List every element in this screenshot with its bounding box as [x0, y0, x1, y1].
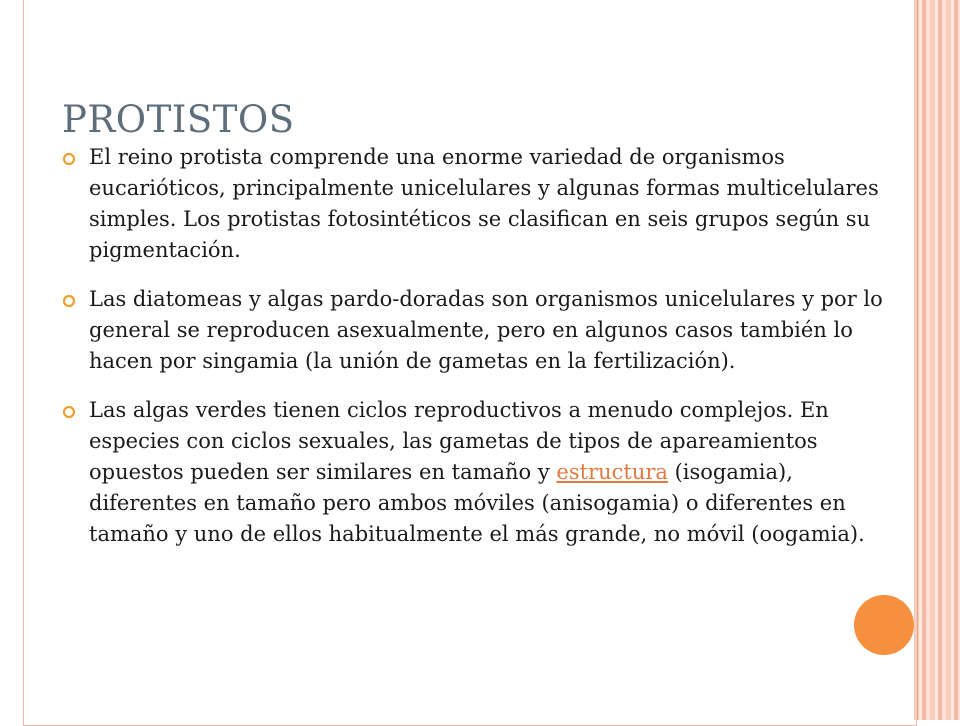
- slide-content: [62, 142, 892, 568]
- bullet-item-2: [62, 284, 892, 377]
- slide-title: PROTISTOS: [62, 98, 295, 141]
- bullet-item-3: [62, 395, 892, 550]
- bullet-text-after-link: (isogamia), diferentes en tamaño pero ambos móviles (anisogamia) o diferentes en tamaño y uno de ellos habitualmente el más grande, no móvil (oogamia).: [89, 460, 865, 546]
- bullet-text-before-link: Las algas verdes tienen ciclos reproductivos a menudo complejos. En especies con ciclos sexuales, las gametas de tipos de apareamientos opuestos pueden ser similares en tamaño y: [89, 398, 829, 484]
- bullet-ring-icon: [62, 152, 76, 166]
- estructura-link[interactable]: estructura: [556, 460, 668, 484]
- accent-circle: [854, 595, 914, 655]
- bullet-text: Las diatomeas y algas pardo-doradas son organismos unicelulares y por lo general se reproducen asexualmente, pero en algunos casos también lo hacen por singamia (la unión de gametas en la fertilización).: [89, 287, 883, 373]
- decorative-stripes: [914, 0, 960, 720]
- bullet-item-1: [62, 142, 892, 266]
- bullet-ring-icon: [62, 294, 76, 308]
- bullet-text: El reino protista comprende una enorme variedad de organismos eucarióticos, principalmente unicelulares y algunas formas multicelulares simples. Los protistas fotosintéticos se clasifican en seis grupos según su pigmentación.: [89, 145, 879, 262]
- stripes-edge-line: [917, 0, 918, 720]
- bullet-ring-icon: [62, 405, 76, 419]
